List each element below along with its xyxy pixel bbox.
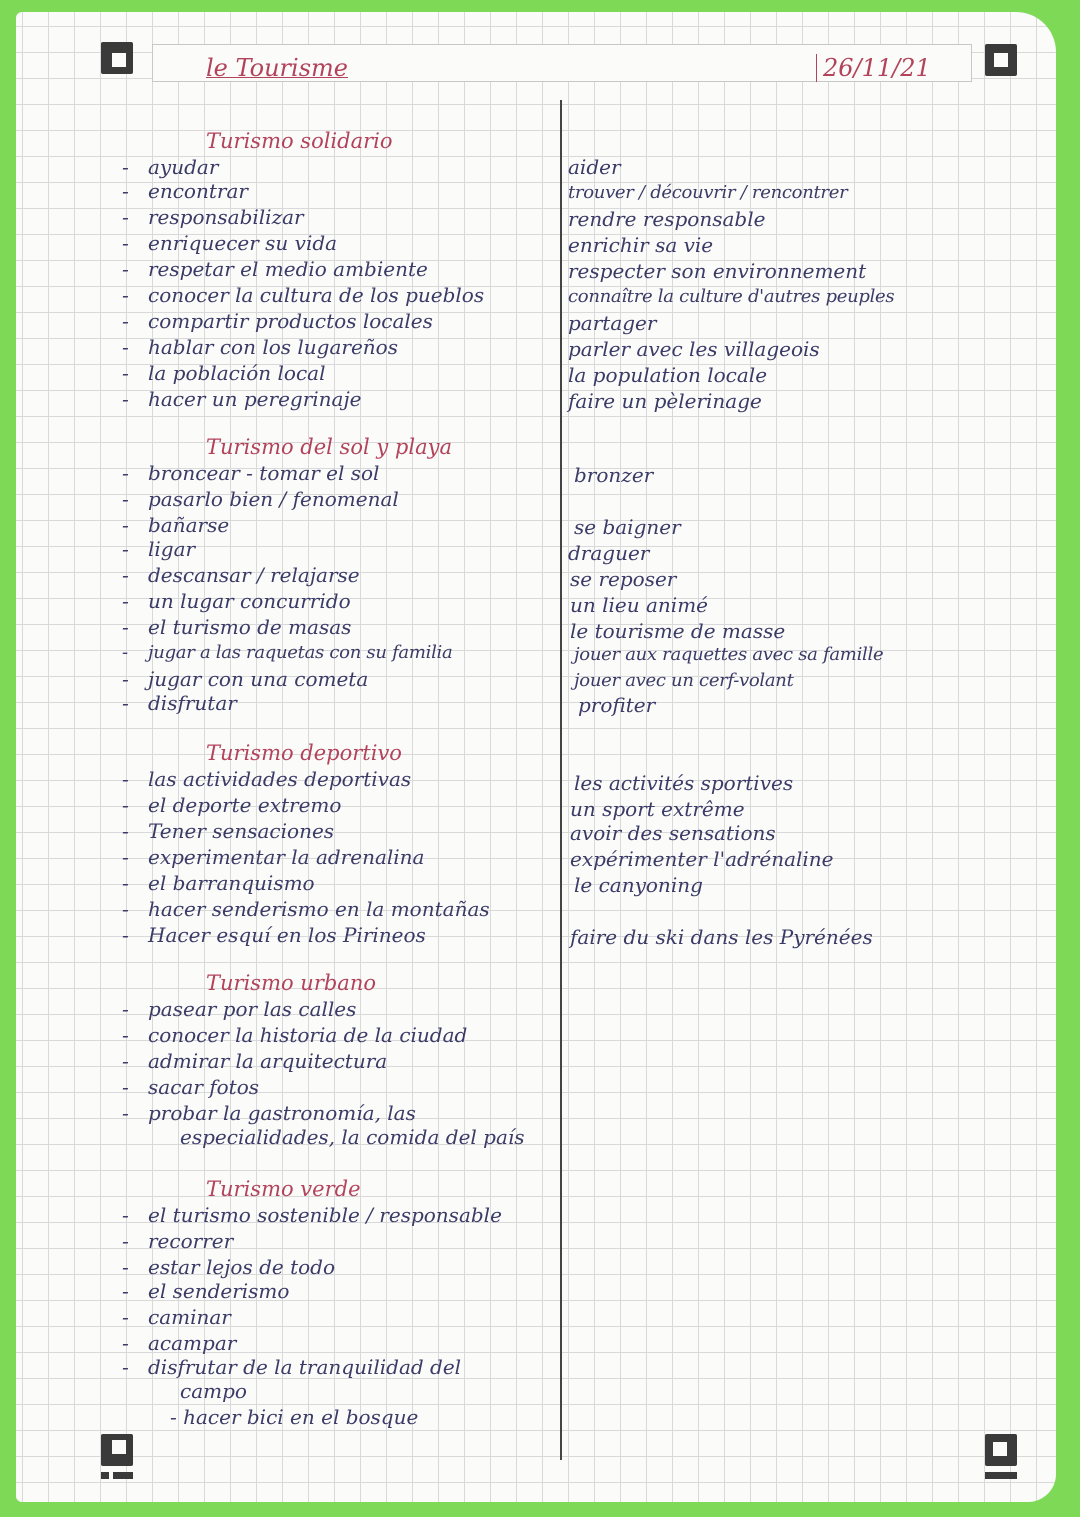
spanish-term: campo bbox=[180, 1379, 247, 1403]
spanish-term: - responsabilizar bbox=[148, 204, 304, 230]
french-translation: le tourisme de masse bbox=[570, 619, 786, 643]
section-heading: Turismo urbano bbox=[206, 971, 376, 995]
spanish-term: - pasear por las calles bbox=[148, 996, 356, 1022]
french-translation: bronzer bbox=[574, 463, 654, 487]
spanish-term: - el turismo de masas bbox=[148, 614, 351, 640]
spanish-term: - la población local bbox=[148, 360, 325, 386]
column-divider bbox=[560, 100, 562, 1460]
scan-marker-top-left-icon bbox=[101, 42, 133, 74]
scan-marker-bottom-left-icon bbox=[101, 1434, 133, 1466]
spanish-term: - encontrar bbox=[148, 178, 248, 204]
spanish-term: - caminar bbox=[148, 1304, 231, 1330]
spanish-term: - el turismo sostenible / responsable bbox=[148, 1202, 502, 1228]
french-translation: parler avec les villageois bbox=[568, 337, 820, 361]
spanish-term: - broncear - tomar el sol bbox=[148, 460, 379, 486]
spanish-term: - admirar la arquitectura bbox=[148, 1048, 387, 1074]
french-translation: trouver / découvrir / rencontrer bbox=[568, 182, 848, 203]
french-translation: aider bbox=[568, 155, 621, 179]
spanish-term: - bañarse bbox=[148, 512, 229, 538]
spanish-term: - disfrutar bbox=[148, 690, 237, 716]
french-translation: un sport extrême bbox=[570, 797, 745, 821]
french-translation: se baigner bbox=[574, 515, 681, 539]
page-title: le Tourisme bbox=[206, 54, 348, 82]
french-translation: faire du ski dans les Pyrénées bbox=[570, 925, 873, 949]
spanish-term: - enriquecer su vida bbox=[148, 230, 337, 256]
french-translation: se reposer bbox=[570, 567, 677, 591]
spanish-term: - recorrer bbox=[148, 1228, 233, 1254]
spanish-term: - ayudar bbox=[148, 154, 218, 180]
spanish-term: - jugar a las raquetas con su familia bbox=[148, 640, 452, 666]
spanish-term: - hacer bici en el bosque bbox=[170, 1405, 419, 1429]
section-heading: Turismo solidario bbox=[206, 129, 393, 153]
section-heading: Turismo del sol y playa bbox=[206, 435, 452, 459]
spanish-term: - pasarlo bien / fenomenal bbox=[148, 486, 399, 512]
spanish-term: - respetar el medio ambiente bbox=[148, 256, 428, 282]
section-heading: Turismo verde bbox=[206, 1177, 361, 1201]
french-translation: partager bbox=[568, 311, 657, 335]
french-translation: les activités sportives bbox=[574, 771, 794, 795]
spanish-term: - disfrutar de la tranquilidad del bbox=[148, 1354, 461, 1380]
spanish-term: - conocer la historia de la ciudad bbox=[148, 1022, 467, 1048]
spanish-term: - jugar con una cometa bbox=[148, 666, 368, 692]
french-translation: connaître la culture d'autres peuples bbox=[568, 286, 895, 307]
spanish-term: - sacar fotos bbox=[148, 1074, 259, 1100]
french-translation: rendre responsable bbox=[568, 207, 766, 231]
spanish-term: - el deporte extremo bbox=[148, 792, 341, 818]
french-translation: jouer aux raquettes avec sa famille bbox=[574, 644, 884, 665]
french-translation: draguer bbox=[568, 541, 650, 565]
spanish-term: - hacer un peregrinaje bbox=[148, 386, 362, 412]
spanish-term: - acampar bbox=[148, 1330, 236, 1356]
spanish-term: - ligar bbox=[148, 536, 195, 562]
section-heading: Turismo deportivo bbox=[206, 741, 402, 765]
french-translation: jouer avec un cerf-volant bbox=[574, 670, 794, 691]
spanish-term: - compartir productos locales bbox=[148, 308, 433, 334]
spanish-term: - hablar con los lugareños bbox=[148, 334, 398, 360]
scan-dash-mark bbox=[113, 1472, 133, 1479]
spanish-term: - hacer senderismo en la montañas bbox=[148, 896, 490, 922]
french-translation: enrichir sa vie bbox=[568, 233, 714, 257]
spanish-term: - descansar / relajarse bbox=[148, 562, 360, 588]
french-translation: avoir des sensations bbox=[570, 821, 776, 845]
scan-marker-bottom-right-icon bbox=[985, 1434, 1017, 1466]
spanish-term: - Tener sensaciones bbox=[148, 818, 334, 844]
spanish-term: - experimentar la adrenalina bbox=[148, 844, 424, 870]
french-translation: un lieu animé bbox=[570, 593, 708, 617]
french-translation: expérimenter l'adrénaline bbox=[570, 847, 834, 871]
spanish-term: - el senderismo bbox=[148, 1278, 289, 1304]
french-translation: le canyoning bbox=[574, 873, 703, 897]
spanish-term: - probar la gastronomía, las bbox=[148, 1100, 416, 1126]
spanish-term: - el barranquismo bbox=[148, 870, 315, 896]
scan-marker-top-right-icon bbox=[985, 44, 1017, 76]
spanish-term: - conocer la cultura de los pueblos bbox=[148, 282, 484, 308]
spanish-term: - estar lejos de todo bbox=[148, 1254, 335, 1280]
spanish-term: - un lugar concurrido bbox=[148, 588, 351, 614]
spanish-term: - las actividades deportivas bbox=[148, 766, 411, 792]
french-translation: la population locale bbox=[568, 363, 768, 387]
french-translation: profiter bbox=[578, 693, 656, 717]
french-translation: faire un pèlerinage bbox=[568, 389, 762, 413]
page-date: 26/11/21 bbox=[816, 54, 931, 82]
spanish-term: - Hacer esquí en los Pirineos bbox=[148, 922, 426, 948]
scan-dash-mark bbox=[101, 1472, 109, 1479]
french-translation: respecter son environnement bbox=[568, 259, 867, 283]
spanish-term: especialidades, la comida del país bbox=[180, 1125, 525, 1149]
scan-dash-mark bbox=[985, 1472, 1017, 1479]
